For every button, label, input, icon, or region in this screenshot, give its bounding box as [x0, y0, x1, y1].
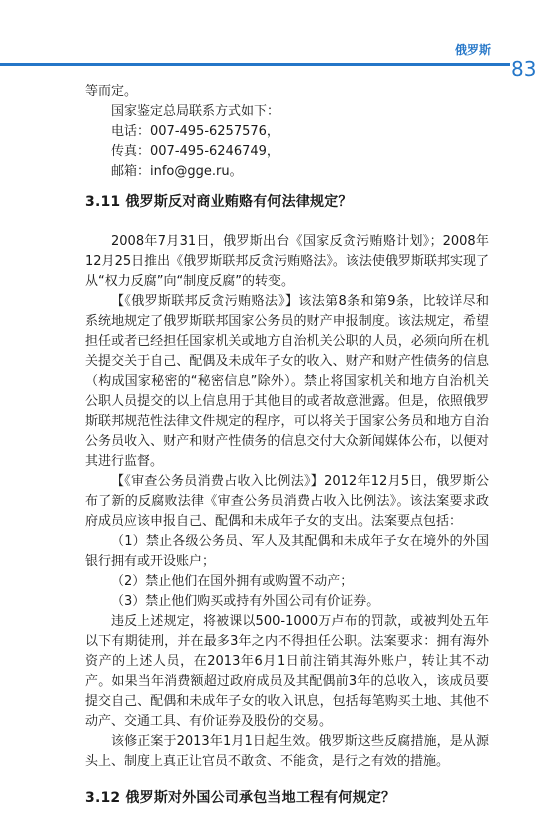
contact-fax: 传真：007-495-6246749， — [111, 144, 280, 159]
paragraph: 2008年7月31日，俄罗斯出台《国家反贪污贿赂计划》；2008年12月25日推出《俄罗斯联邦反贪污贿赂法》。该法使俄罗斯联邦实现了从“权力反腐”向“制度反腐”的转变。 — [85, 234, 489, 289]
list-item: （1）禁止各级公务员、军人及其配偶和未成年子女在境外的外国银行拥有或开设账户； — [85, 534, 489, 569]
page-body — [85, 82, 489, 828]
page-number: 83 — [511, 57, 537, 81]
header-rule — [0, 63, 510, 66]
section-heading-3-11: 3.11 俄罗斯反对商业贿赂有何法律规定？ — [85, 194, 353, 210]
chapter-header-label: 俄罗斯 — [455, 43, 492, 57]
contact-phone: 电话：007-495-6257576， — [111, 124, 280, 139]
paragraph: 该修正案于2013年1月1日起生效。俄罗斯这些反腐措施，是从源头上、制度上真正让官员不敢贪、不能贪，是行之有效的措施。 — [85, 734, 489, 769]
contact-email: 邮箱：info@gge.ru。 — [111, 164, 243, 179]
list-item: （2）禁止他们在国外拥有或购置不动产； — [111, 574, 354, 589]
contact-title: 国家鉴定总局联系方式如下： — [111, 104, 281, 119]
paragraph: 【《俄罗斯联邦反贪污贿赂法》】该法第8条和第9条，比较详尽和系统地规定了俄罗斯联邦国家公务员的财产申报制度。该法规定，希望担任或者已经担任国家机关或地方自治机关公职的人员，必须向所在机关提交关于自己、配偶及未成年子女的收入、财产和财产性债务的信息（构成国家秘密的“秘密信息”除外）。禁止将国家机关和地方自治机关公职人员提交的以上信息用于其他目的或者故意泄露。但是，依照俄罗斯联邦规范性法律文件规定的程序，可以将关于国家公务员和地方自治公务员收入、财产和财产性债务的信息交付大众新闻媒体公布，以便对其进行监督。 — [85, 294, 489, 469]
list-item: （3）禁止他们购买或持有外国公司有价证券。 — [111, 594, 380, 609]
intro-fragment: 等而定。 — [85, 84, 138, 99]
paragraph: 违反上述规定，将被课以500-1000万卢布的罚款，或被判处五年以下有期徒刑，并在最多3年之内不得担任公职。法案要求：拥有海外资产的上述人员，在2013年6月1日前注销其海外账户，转让其不动产。如果当年消费额超过政府成员及其配偶前3年的总收入，该成员要提交自己、配偶和未成年子女的收入讯息，包括每笔购买土地、其他不动产、交通工具、有价证券及股份的交易。 — [85, 614, 489, 729]
section-heading-3-12: 3.12 俄罗斯对外国公司承包当地工程有何规定？ — [85, 790, 396, 806]
paragraph: 【《审查公务员消费占收入比例法》】2012年12月5日，俄罗斯公布了新的反腐败法律《审查公务员消费占收入比例法》。该法案要求政府成员应该申报自己、配偶和未成年子女的支出。法案要点包括： — [85, 474, 489, 529]
